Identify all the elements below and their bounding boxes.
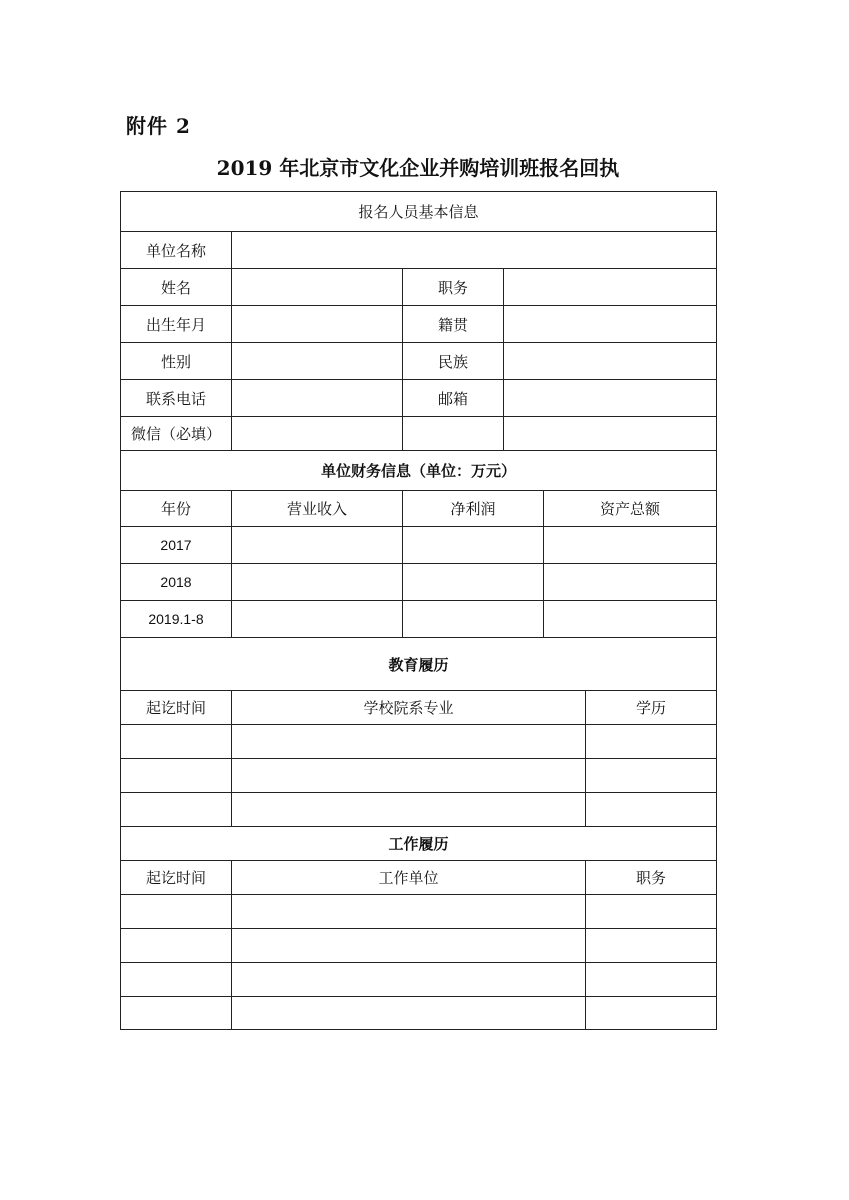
work-position-field[interactable] <box>586 963 717 997</box>
phone-field[interactable] <box>232 380 403 417</box>
basic-info-header: 报名人员基本信息 <box>121 192 717 232</box>
education-header-row <box>121 638 717 691</box>
birth-field[interactable] <box>232 306 403 343</box>
education-school-field[interactable] <box>232 725 586 759</box>
gender-label: 性别 <box>121 343 232 380</box>
finance-col-year: 年份 <box>121 491 232 527</box>
education-row <box>121 725 717 759</box>
work-employer-field[interactable] <box>232 895 586 929</box>
page-title: 2019 年北京市文化企业并购培训班报名回执 <box>216 156 620 180</box>
education-columns-row <box>121 691 717 725</box>
education-header: 教育履历 <box>121 638 717 691</box>
work-employer-field[interactable] <box>232 997 586 1030</box>
work-col-period: 起讫时间 <box>121 861 232 895</box>
unit-name-field[interactable] <box>232 232 717 269</box>
work-period-field[interactable] <box>121 997 232 1030</box>
basic-info-header-row <box>121 192 717 232</box>
finance-col-assets: 资产总额 <box>544 491 717 527</box>
blank-cell[interactable] <box>504 417 717 451</box>
email-label: 邮箱 <box>403 380 504 417</box>
name-row <box>121 269 717 306</box>
birth-label: 出生年月 <box>121 306 232 343</box>
work-header: 工作履历 <box>121 827 717 861</box>
unit-name-row <box>121 232 717 269</box>
ethnicity-field[interactable] <box>504 343 717 380</box>
position-field[interactable] <box>504 269 717 306</box>
gender-field[interactable] <box>232 343 403 380</box>
finance-row <box>121 527 717 564</box>
education-degree-field[interactable] <box>586 759 717 793</box>
work-col-position: 职务 <box>586 861 717 895</box>
profit-field[interactable] <box>403 527 544 564</box>
position-label: 职务 <box>403 269 504 306</box>
name-label: 姓名 <box>121 269 232 306</box>
finance-header-row <box>121 451 717 491</box>
ethnicity-label: 民族 <box>403 343 504 380</box>
work-position-field[interactable] <box>586 997 717 1030</box>
work-period-field[interactable] <box>121 895 232 929</box>
education-row <box>121 793 717 827</box>
gender-row <box>121 343 717 380</box>
finance-header: 单位财务信息（单位：万元） <box>121 451 717 491</box>
work-row <box>121 929 717 963</box>
education-school-field[interactable] <box>232 759 586 793</box>
education-col-period: 起讫时间 <box>121 691 232 725</box>
work-header-row <box>121 827 717 861</box>
work-employer-field[interactable] <box>232 929 586 963</box>
education-degree-field[interactable] <box>586 793 717 827</box>
phone-row <box>121 380 717 417</box>
phone-label: 联系电话 <box>121 380 232 417</box>
education-school-field[interactable] <box>232 793 586 827</box>
finance-year: 2018 <box>121 564 232 601</box>
blank-cell[interactable] <box>403 417 504 451</box>
work-period-field[interactable] <box>121 929 232 963</box>
work-col-employer: 工作单位 <box>232 861 586 895</box>
finance-row <box>121 601 717 638</box>
work-columns-row <box>121 861 717 895</box>
origin-label: 籍贯 <box>403 306 504 343</box>
registration-form-table <box>120 191 717 1030</box>
assets-field[interactable] <box>544 601 717 638</box>
name-field[interactable] <box>232 269 403 306</box>
profit-field[interactable] <box>403 601 544 638</box>
education-col-degree: 学历 <box>586 691 717 725</box>
revenue-field[interactable] <box>232 564 403 601</box>
work-position-field[interactable] <box>586 895 717 929</box>
work-period-field[interactable] <box>121 963 232 997</box>
origin-field[interactable] <box>504 306 717 343</box>
education-col-school: 学校院系专业 <box>232 691 586 725</box>
education-degree-field[interactable] <box>586 725 717 759</box>
revenue-field[interactable] <box>232 527 403 564</box>
education-row <box>121 759 717 793</box>
unit-name-label: 单位名称 <box>121 232 232 269</box>
work-row <box>121 963 717 997</box>
finance-col-profit: 净利润 <box>403 491 544 527</box>
education-period-field[interactable] <box>121 725 232 759</box>
finance-row <box>121 564 717 601</box>
finance-columns-row <box>121 491 717 527</box>
wechat-row <box>121 417 717 451</box>
revenue-field[interactable] <box>232 601 403 638</box>
work-employer-field[interactable] <box>232 963 586 997</box>
assets-field[interactable] <box>544 564 717 601</box>
work-row <box>121 997 717 1030</box>
finance-year: 2017 <box>121 527 232 564</box>
work-position-field[interactable] <box>586 929 717 963</box>
profit-field[interactable] <box>403 564 544 601</box>
assets-field[interactable] <box>544 527 717 564</box>
work-row <box>121 895 717 929</box>
finance-year: 2019.1-8 <box>121 601 232 638</box>
wechat-label: 微信（必填） <box>121 417 232 451</box>
attachment-label: 附件 2 <box>126 114 191 138</box>
email-field[interactable] <box>504 380 717 417</box>
birth-row <box>121 306 717 343</box>
education-period-field[interactable] <box>121 759 232 793</box>
wechat-field[interactable] <box>232 417 403 451</box>
education-period-field[interactable] <box>121 793 232 827</box>
finance-col-revenue: 营业收入 <box>232 491 403 527</box>
